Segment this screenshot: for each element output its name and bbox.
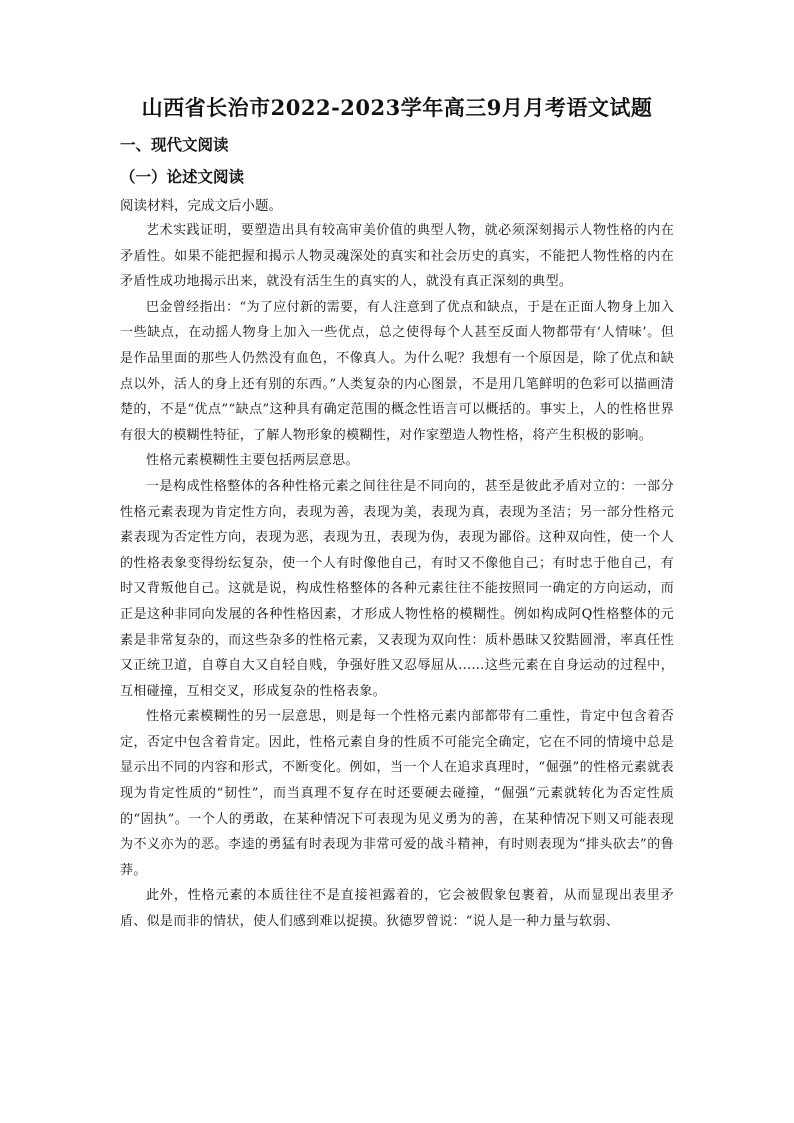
- document-title: 山西省长治市2022-2023学年高三9月月考语文试题: [141, 95, 653, 120]
- article-body: [120, 218, 674, 935]
- paragraph-3: 性格元素模糊性主要包括两层意思。: [146, 453, 359, 469]
- sub-heading: （一）论述文阅读: [120, 168, 245, 186]
- paragraph-6: 此外，性格元素的本质往往不是直接袒露着的，它会被假象包裹着，从而显现出表里矛盾、似是而非的情状，使人们感到难以捉摸。狄德罗曾说：“说人是一种力量与软弱、: [120, 888, 674, 930]
- paragraph-2: 巴金曾经指出：“为了应付新的需要，有人注意到了优点和缺点，于是在正面人物身上加入一些缺点，在动摇人物身上加入一些优点，总之使得每个人甚至反面人物都带有‘人情味’。但是作品里面的那些人仍然没有血色，不像真人。为什么呢？我想有一个原因是，除了优点和缺点以外，活人的身上还有别的东西。”人类复杂的内心图景，不是用几笔鲜明的色彩可以描画清楚的，不是“优点”“缺点”这种具有确定范围的概念性语言可以概括的。事实上，人的性格世界有很大的模糊性特征，了解人物形象的模糊性，对作家塑造人物性格，将产生积极的影响。: [120, 299, 674, 443]
- reading-instruction: 阅读材料，完成文后小题。: [120, 198, 282, 214]
- paragraph-4: 一是构成性格整体的各种性格元素之间往往是不同向的，甚至是彼此矛盾对立的：一部分性格元素表现为肯定性方向，表现为善，表现为美，表现为真，表现为圣洁；另一部分性格元素表现为否定性方向，表现为恶，表现为丑，表现为伪，表现为鄙俗。这种双向性，使一个人的性格表象变得纷纭复杂，使一个人有时像他自己，有时又不像他自己；有时忠于他自己，有时又背叛他自己。这就是说，构成性格整体的各种元素往往不能按照同一确定的方向运动，而正是这种非同向发展的各种性格因素，才形成人物性格的模糊性。例如构成阿Q性格整体的元素是非常复杂的，而这些杂多的性格元素，又表现为双向性：质朴愚昧又狡黠圆滑，率真任性又正统卫道，自尊自大又自轻自贱，争强好胜又忍辱屈从……这些元素在自身运动的过程中，互相碰撞，互相交叉，形成复杂的性格表象。: [120, 478, 674, 699]
- section-heading: 一、现代文阅读: [120, 136, 229, 154]
- paragraph-5: 性格元素模糊性的另一层意思，则是每一个性格元素内部都带有二重性，肯定中包含着否定，否定中包含着肯定。因此，性格元素自身的性质不可能完全确定，它在不同的情境中总是显示出不同的内容和形式，不断变化。例如，当一个人在追求真理时，“倔强”的性格元素就表现为肯定性质的“韧性”，而当真理不复存在时还要硬去碰撞，“倔强”元素就转化为否定性质的“固执”。一个人的勇敢，在某种情况下可表现为见义勇为的善，在某种情况下则又可能表现为不义亦为的恶。李逵的勇猛有时表现为非常可爱的战斗精神，有时则表现为“排头砍去”的鲁莽。: [120, 709, 674, 878]
- paragraph-1: 艺术实践证明，要塑造出具有较高审美价值的典型人物，就必须深刻揭示人物性格的内在矛盾性。如果不能把握和揭示人物灵魂深处的真实和社会历史的真实，不能把人物性格的内在矛盾性成功地揭示出来，就没有活生生的真实的人，就没有真正深刻的典型。: [120, 223, 674, 290]
